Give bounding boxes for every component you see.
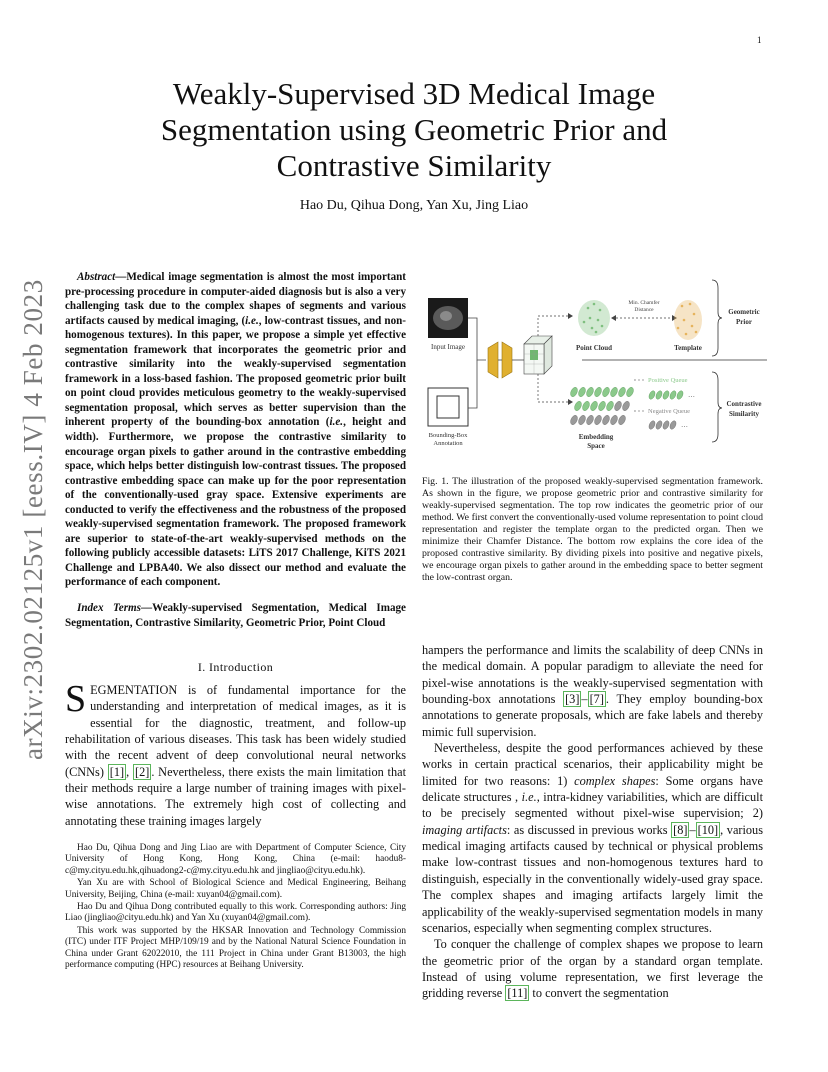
citation-link-3[interactable]: [3] <box>565 692 580 707</box>
figure-caption: Fig. 1. The illustration of the proposed weakly-supervised segmentation framework. As shown in the figure, we propose geometric prior and contrastive similarity for weakly-supervised segmentation. The top row indicates the geometric prior of our method. We first convert the conventionally-used volume representation to point cloud representation and register the template organ to the predicted organ. Then we minimize their Chamfer Distance. The bottom row explains the core idea of the proposed contrastive similarity. By dividing pixels into positive and negative pixels, we encourage organ pixels to gather around in the embedding space to better segment the low-contrast organ. <box>422 476 763 583</box>
input-connector <box>468 318 486 360</box>
geometric-prior-label-2: Prior <box>736 318 752 326</box>
embedding-label-line-1: Embedding <box>578 433 614 441</box>
point-cloud-label: Point Cloud <box>576 344 612 352</box>
drop-cap: S <box>65 678 87 720</box>
to-embedding-arrow <box>538 374 568 402</box>
rc-text-8: To conquer the challenge of complex shapes we propose to learn the geometric prior of the organ by a standard organ template. Instead of using volume representation, we first leverage the gridding reverse <box>422 937 763 1001</box>
bbox-label-line-2: Annotation <box>433 440 463 447</box>
intro-text-2: . Nevertheless, there exists the main limitation that their methods require a large number of training images with pixel-wise annotations. The extremely high cost of collecting and annotating these training images largely <box>65 764 406 828</box>
index-terms <box>65 601 406 630</box>
rc-text-4: : Some organs have delicate structures , <box>422 773 763 805</box>
rc-text-1: hampers the performance and limits the scalability of deep CNNs in the medical domain. A popular paradigm to alleviate the need for pixel-wise annotations is the weakly-supervised segmentation with bounding-box annotations <box>422 643 763 707</box>
template-label: Template <box>674 344 702 352</box>
citation-link-11[interactable]: [11] <box>507 986 528 1001</box>
abstract-label: Abstract <box>77 271 116 283</box>
chamfer-label-line-1: Min. Chamfer <box>628 300 660 306</box>
abstract-text-3: , height and width). Furthermore, we propose the contrastive similarity to encourage organ pixels to gather around in the contrastive embedding space, which helps better distinguish low-contrast tissues. The proposed contrastive embedding space can make up for the poor representation of the conventionally-used gray space. Extensive experiments are conducted to verify the effectiveness and the robustness of the proposed weakly-supervised segmentation framework. The proposed framework are superior to state-of-the-art weakly-supervised methods on the following publicly accessible datasets: LiTS 2017 Challenge, KiTS 2021 Challenge and LPBA40. We also dissect our method and evaluate the performance of each component. <box>65 416 406 589</box>
citation-link-8[interactable]: [8] <box>673 822 688 837</box>
arxiv-stamp: arXiv:2302.02125v1 [eess.IV] 4 Feb 2023 <box>18 279 48 760</box>
page-number: 1 <box>757 35 762 45</box>
rc-dash-1: – <box>581 692 588 707</box>
introduction-continued <box>422 642 763 1002</box>
footnote-funding: This work was supported by the HKSAR Innovation and Technology Commission (ITC) under ITF Project MHP/109/19 and by the National Natural Science Foundation in China under Grant 62022010, the 111 Project in China under Grant B13003, the high performance computing (HPC) resources at Beihang University. <box>65 925 406 971</box>
encoder-block <box>488 342 498 378</box>
arrow-head-top <box>568 313 573 319</box>
paper-title <box>100 76 728 184</box>
abstract-text-1: Medical image segmentation is almost the most important pre-processing procedure in computer-aided diagnosis but is also a very challenging task due to the complex shapes of segments and various artifacts caused by medical imaging, ( <box>65 271 406 327</box>
title-line-2: Segmentation using Geometric Prior and <box>160 112 668 147</box>
bbox-label-line-1: Bounding-Box <box>428 432 468 439</box>
title-line-1: Weakly-Supervised 3D Medical Image <box>172 76 656 111</box>
to-point-cloud-arrow <box>538 316 568 336</box>
rc-dash-2: – <box>689 822 696 837</box>
point-cloud-shape <box>578 300 610 336</box>
geometric-prior-label-1: Geometric <box>728 308 760 316</box>
intro-text-1: EGMENTATION is of fundamental importance for the understanding and interpretation of medical images, as it is essential for the diagnostic, treatment, and follow-up rehabilitation of various diseases. This task has been widely studied with the recent advent of deep convolutional neural networks (CNNs) <box>65 683 406 779</box>
abstract <box>65 270 406 590</box>
template-shape <box>674 300 702 340</box>
positive-queue-label: Positive Queue <box>648 377 688 384</box>
index-terms-dash: — <box>141 602 153 614</box>
negative-queue-label: Negative Queue <box>648 408 691 415</box>
embedding-space <box>569 386 635 426</box>
rc-text-5: , intra-kidney variabilities, which are difficult to be precisely segmented without pixel-wise supervision; 2) <box>422 790 763 821</box>
rc-text-7: , various medical imaging artifacts caused by technical or physical problems make low-contrast tissues and non-homogenous textures hard to distinguish, especially in the conventionally widely-used gray space. The complex shapes and imaging artifacts largely limit the applicability of the weakly-supervised segmentation models in many scenarios, especially when segmenting complex structures. <box>422 822 763 935</box>
abstract-text-2: , low-contrast tissues, and non-homogenous textures). In this paper, we propose a simple yet effective segmentation framework that incorporates the geometric prior and contrastive similarity into the weakly-supervised segmentation framework in a loss-based fashion. The proposed geometric prior built on point cloud provides meticulous geometry to the weakly-supervised segmentation proposal, which serves as better supervision than the inherent property of the bounding-box annotation ( <box>65 314 406 429</box>
volume-cube <box>524 336 552 374</box>
contrastive-label-1: Contrastive <box>726 400 762 408</box>
negative-queue-ellipsis: … <box>681 421 688 429</box>
framework-diagram <box>422 268 767 468</box>
figure-1 <box>422 268 767 468</box>
contrastive-label-2: Similarity <box>729 410 759 418</box>
arrow-head-bottom <box>568 399 573 405</box>
rc-ie: i.e. <box>521 790 537 805</box>
rc-complex-shapes: complex shapes <box>574 773 656 788</box>
index-terms-text: Weakly-supervised Segmentation, Medical Image Segmentation, Contrastive Similarity, Geometric Prior, Point Cloud <box>65 602 406 629</box>
rc-text-6: : as discussed in previous works <box>506 822 672 837</box>
embedding-label-line-2: Space <box>587 442 605 450</box>
positive-queue-items <box>648 390 685 400</box>
abstract-dash: — <box>115 271 127 283</box>
footnote-affiliation-cityu: Hao Du, Qihua Dong and Jing Liao are with Department of Computer Science, City University of Hong Kong, Hong Kong, China (e-mail: haodu8-c@my.cityu.edu.hk,qihuadong2-c@my.cityu.edu.hk and jingliao@cityu.edu.hk). <box>65 843 406 876</box>
bbox-connector <box>468 360 477 408</box>
footnotes <box>65 843 406 972</box>
positive-queue-ellipsis: … <box>688 391 695 399</box>
rc-text-3: Nevertheless, despite the good performances achieved by these works in certain practical scenarios, their applicability might be limited for two reasons: 1) <box>422 741 763 788</box>
chamfer-label-line-2: Distance <box>634 307 654 313</box>
decoder-block <box>502 342 512 378</box>
footnote-affiliation-beihang: Yan Xu are with School of Biological Science and Medical Engineering, Beihang University, Beijing, China (e-mail: xuyan04@gmail.com). <box>65 878 406 900</box>
input-image-label: Input Image <box>430 343 466 351</box>
citation-link-2[interactable]: [2] <box>134 764 150 779</box>
citation-link-10[interactable]: [10] <box>697 822 719 837</box>
contrastive-similarity-brace <box>712 372 722 442</box>
author-list: Hao Du, Qihua Dong, Yan Xu, Jing Liao <box>299 198 529 213</box>
abstract-ie-1: i.e. <box>245 314 259 327</box>
geometric-prior-brace <box>712 280 722 356</box>
negative-queue-items <box>648 420 678 430</box>
citation-link-7[interactable]: [7] <box>589 692 604 707</box>
chamfer-arrow-left <box>611 315 616 321</box>
citation-separator: , <box>126 764 133 779</box>
title-line-3: Contrastive Similarity <box>276 148 552 183</box>
index-terms-label: Index Terms <box>77 602 141 614</box>
bbox-annotation-image <box>428 388 468 426</box>
rc-text-9: to convert the segmentation <box>529 986 669 1001</box>
footnote-equal-contribution: Hao Du and Qihua Dong contributed equally to this work. Corresponding authors: Jing Liao (jingliao@cityu.edu.hk) and Yan Xu (xuyan04@gmail.com). <box>65 902 406 924</box>
citation-link-1[interactable]: [1] <box>109 764 125 779</box>
section-heading-introduction: I. Introduction <box>197 660 274 674</box>
abstract-ie-2: i.e. <box>329 416 344 429</box>
rc-text-2: . They employ bounding-box annotations to generate proposals, which are fake labels and thereby mimic full supervision. <box>422 692 763 739</box>
rc-imaging-artifacts: imaging artifacts <box>422 822 507 837</box>
introduction-text <box>65 678 406 829</box>
ct-organ-shape <box>440 311 452 321</box>
